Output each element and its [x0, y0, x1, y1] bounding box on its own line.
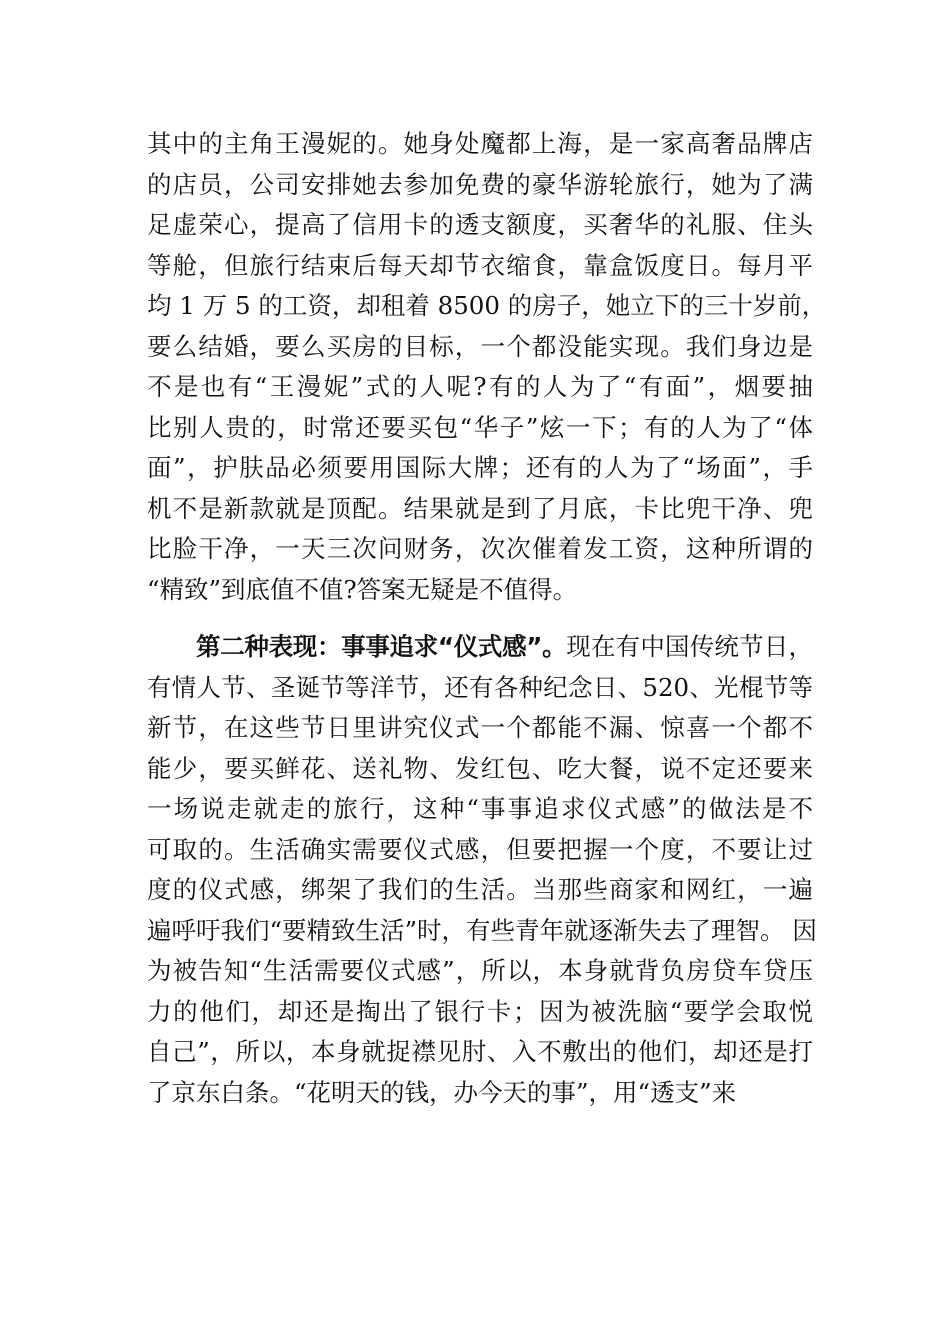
- text-line: 为被告知“生活需要仪式感”，所以，本身就背负房贷车贷压: [147, 956, 813, 985]
- text-line: 比别人贵的，时常还要买包“华子”炫一下；有的人为了“体: [147, 412, 813, 442]
- text-line: 机不是新款就是顶配。结果就是到了月底，卡比兜干净、兜: [147, 493, 813, 523]
- text-line: 能少，要买鲜花、送礼物、发红包、吃大餐，说不定还要来: [147, 753, 813, 783]
- section-heading: 第二种表现：事事追求“仪式感”。: [196, 632, 567, 661]
- paragraph-2: [147, 627, 817, 1113]
- text-line: 均 1 万 5 的工资，却租着 8500 的房子，她立下的三十岁前，: [147, 291, 827, 320]
- paragraph-1: [147, 124, 827, 610]
- text-line-first: [147, 627, 813, 668]
- text-line: 的店员，公司安排她去参加免费的豪华游轮旅行，她为了满: [147, 169, 813, 199]
- document-page: [147, 124, 827, 1113]
- text-line: “精致”到底值不值?答案无疑是不值得。: [147, 574, 578, 604]
- text-line: 有情人节、圣诞节等洋节，还有各种纪念日、520、光棍节等: [147, 672, 813, 702]
- text-line: 力的他们，却还是掏出了银行卡；因为被洗脑“要学会取悦: [147, 996, 813, 1026]
- text-line: 新节，在这些节日里讲究仪式一个都能不漏、惊喜一个都不: [147, 713, 813, 742]
- text-line: 其中的主角王漫妮的。她身处魔都上海，是一家高奢品牌店: [147, 129, 813, 158]
- paragraph-gap: [147, 610, 813, 627]
- text-line: 自己”，所以，本身就捉襟见肘、入不敷出的他们，却还是打: [147, 1037, 813, 1066]
- text-line: 遍呼吁我们“要精致生活”时，有些青年就逐渐失去了理智。 因: [147, 915, 817, 945]
- text-line: 一场说走就走的旅行，这种“事事追求仪式感”的做法是不: [147, 794, 813, 823]
- text-line: 度的仪式感，绑架了我们的生活。当那些商家和网红，一遍: [147, 875, 813, 904]
- text-run: 现在有中国传统节日，: [566, 632, 814, 661]
- text-line: 比脸干净，一天三次问财务，次次催着发工资，这种所谓的: [147, 534, 813, 563]
- text-line: 不是也有“王漫妮”式的人呢?有的人为了“有面”，烟要抽: [147, 372, 813, 401]
- text-line: 了京东白条。“花明天的钱，办今天的事”，用“透支”来: [147, 1077, 737, 1107]
- text-line: 等舱，但旅行结束后每天却节衣缩食，靠盒饭度日。每月平: [147, 250, 813, 280]
- text-line: 面”，护肤品必须要用国际大牌；还有的人为了“场面”，手: [147, 453, 813, 482]
- text-line: 可取的。生活确实需要仪式感，但要把握一个度，不要让过: [147, 834, 813, 864]
- text-line: 足虚荣心，提高了信用卡的透支额度，买奢华的礼服、住头: [147, 210, 813, 239]
- text-line: 要么结婚，要么买房的目标，一个都没能实现。我们身边是: [147, 331, 813, 361]
